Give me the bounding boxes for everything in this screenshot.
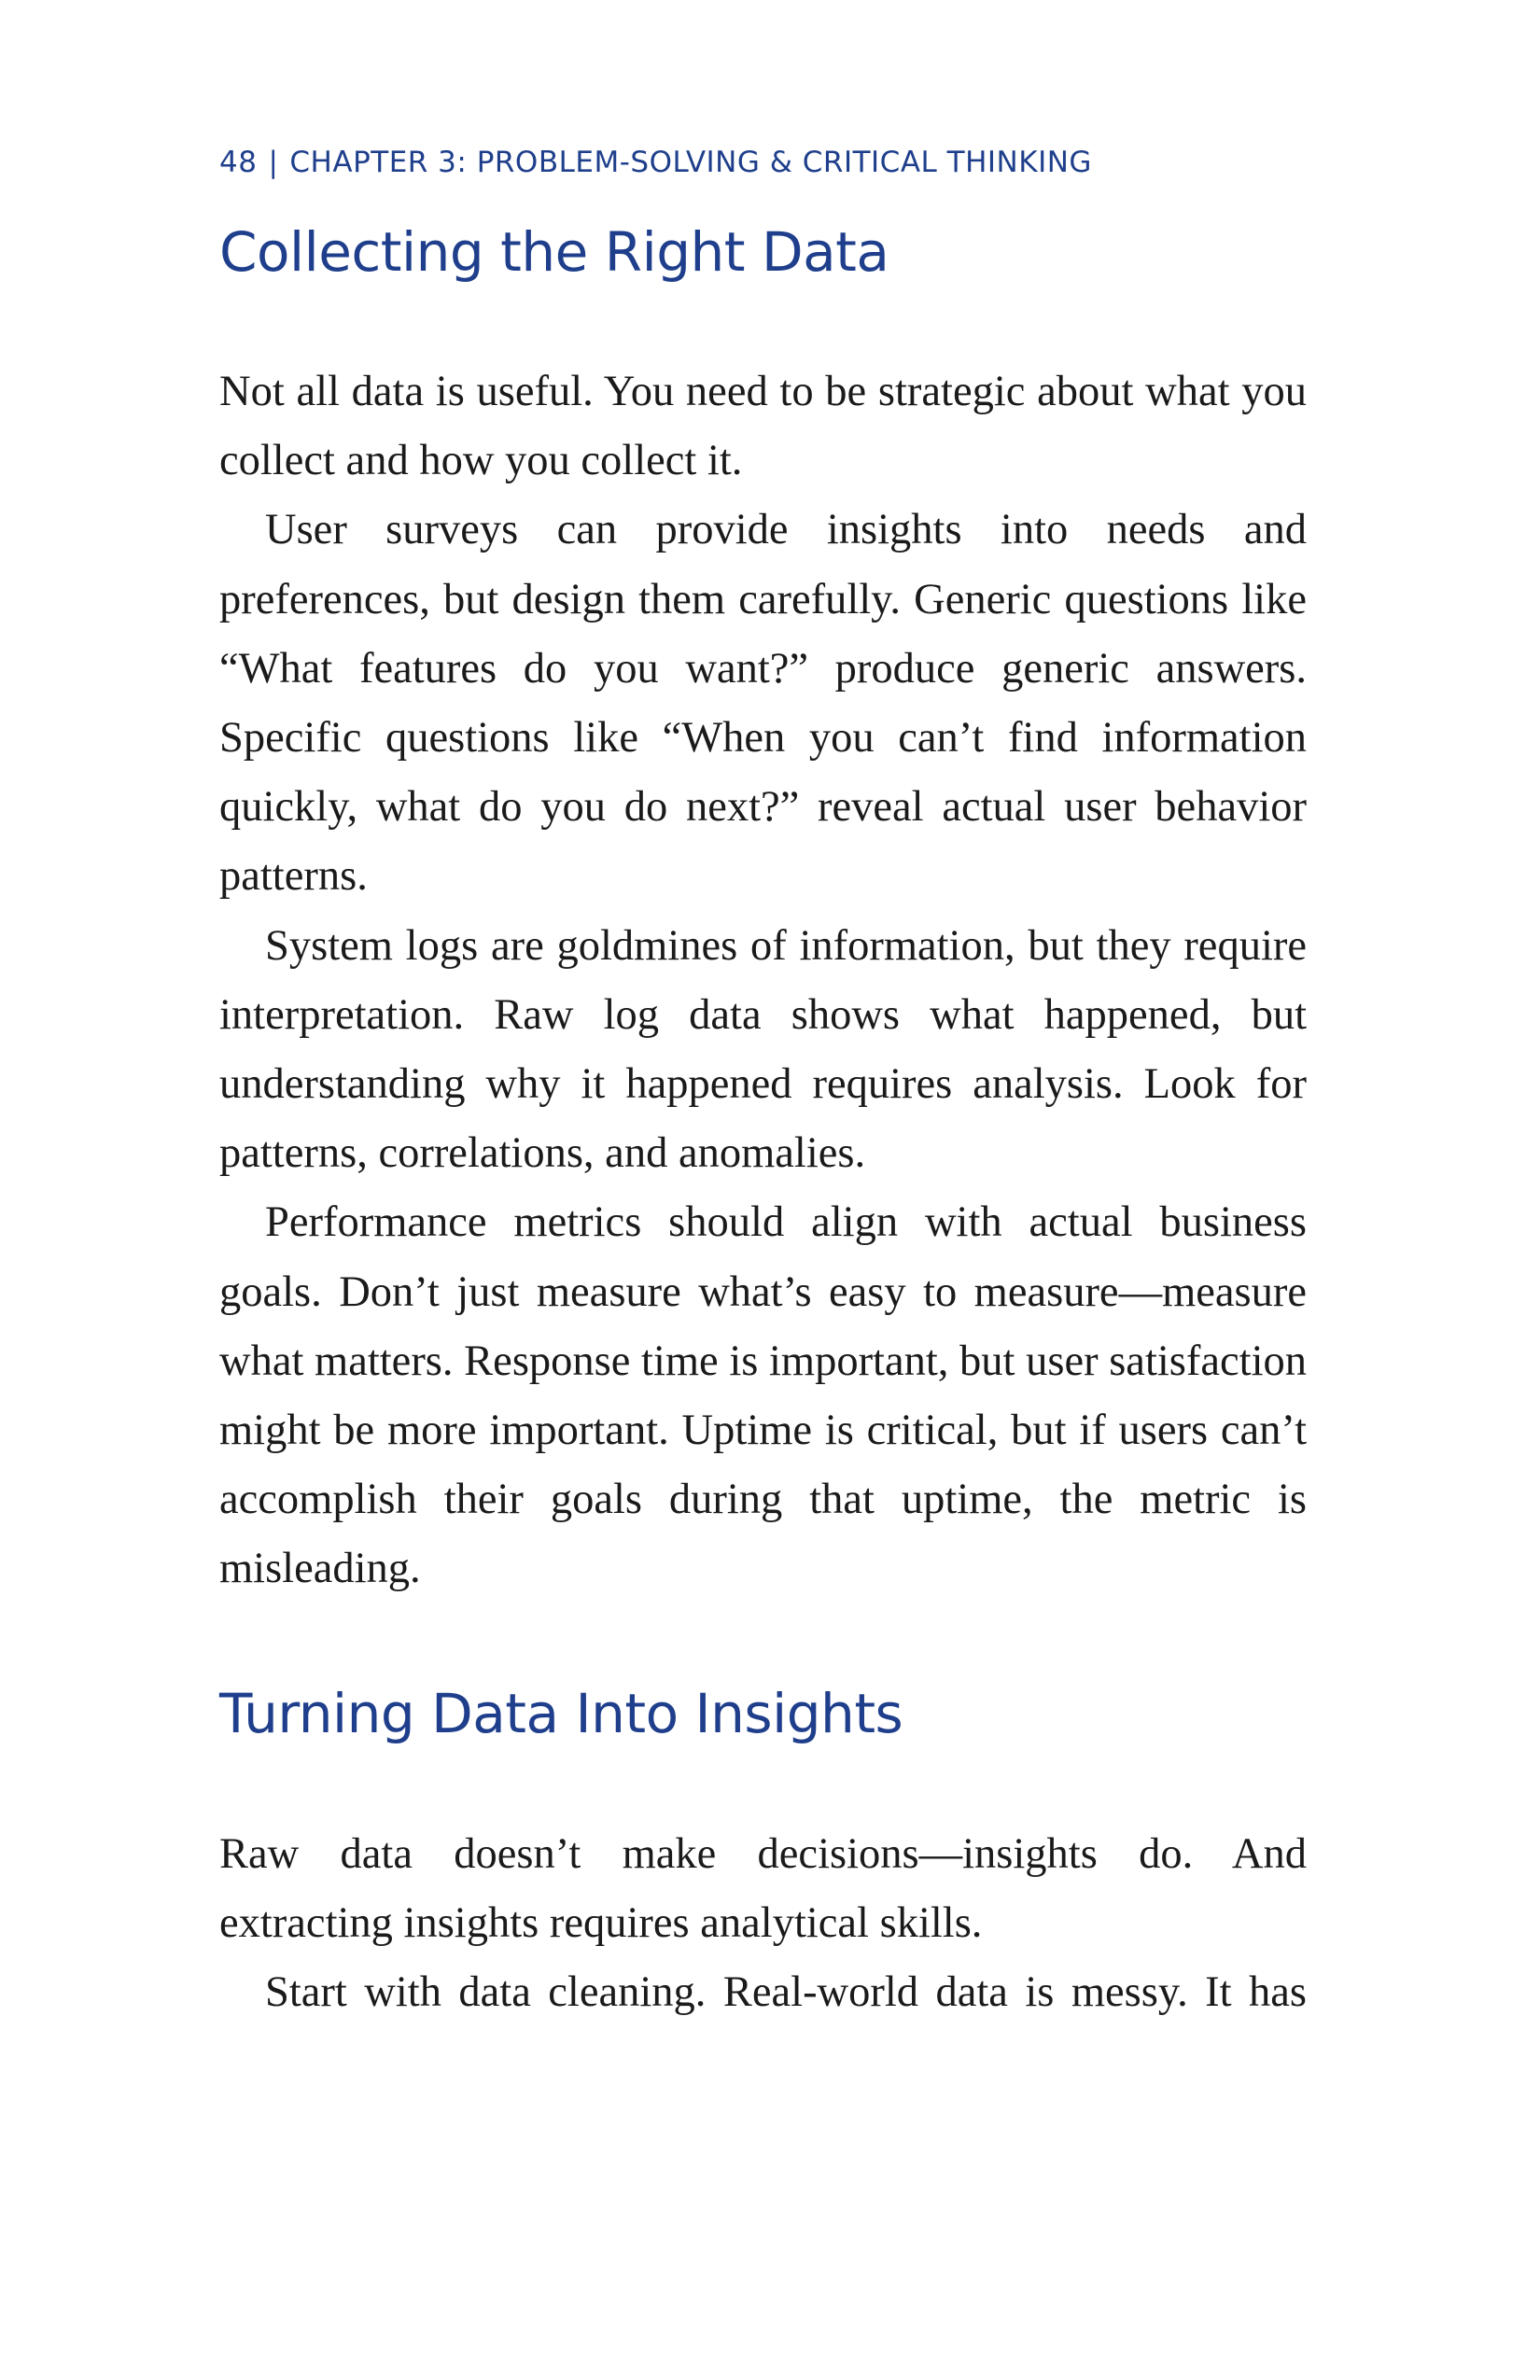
section-body-collecting <box>219 357 1307 1604</box>
section-heading-insights: Turning Data Into Insights <box>219 1682 903 1745</box>
chapter-title: CHAPTER 3: PROBLEM-SOLVING & CRITICAL THINKING <box>289 146 1092 179</box>
paragraph-continued: Start with data cleaning. Real-world data is messy. It has <box>265 1968 1307 2017</box>
paragraph: System logs are goldmines of information, but they require interpretation. Raw log data shows what happened, but understanding why it happened requires analysis. Look for patterns, correlations, and anomalies. <box>219 921 1307 1178</box>
running-head <box>219 146 1092 179</box>
paragraph: Performance metrics should align with actual business goals. Don’t just measure what’s easy to measure—measure what matters. Response time is important, but user satisfaction might be more important. Uptime is critical, but if users can’t accomplish their goals during that uptime, the metric is misleading. <box>219 1198 1307 1593</box>
section-heading-collecting: Collecting the Right Data <box>219 220 889 284</box>
section-body-insights <box>219 1820 1307 2028</box>
page-number: 48 <box>219 146 258 179</box>
running-head-separator: | <box>268 146 279 179</box>
paragraph: Raw data doesn’t make decisions—insights do. And extracting insights requires analytical skills. <box>219 1830 1307 1948</box>
paragraph: User surveys can provide insights into needs and preferences, but design them carefully. Generic questions like “What features do you want?” produce generic answers. Specific questions like “When you can’t find information quickly, what do you do next?” reveal actual user behavior patterns. <box>219 506 1307 901</box>
paragraph: Not all data is useful. You need to be strategic about what you collect and how you collect it. <box>219 368 1307 485</box>
